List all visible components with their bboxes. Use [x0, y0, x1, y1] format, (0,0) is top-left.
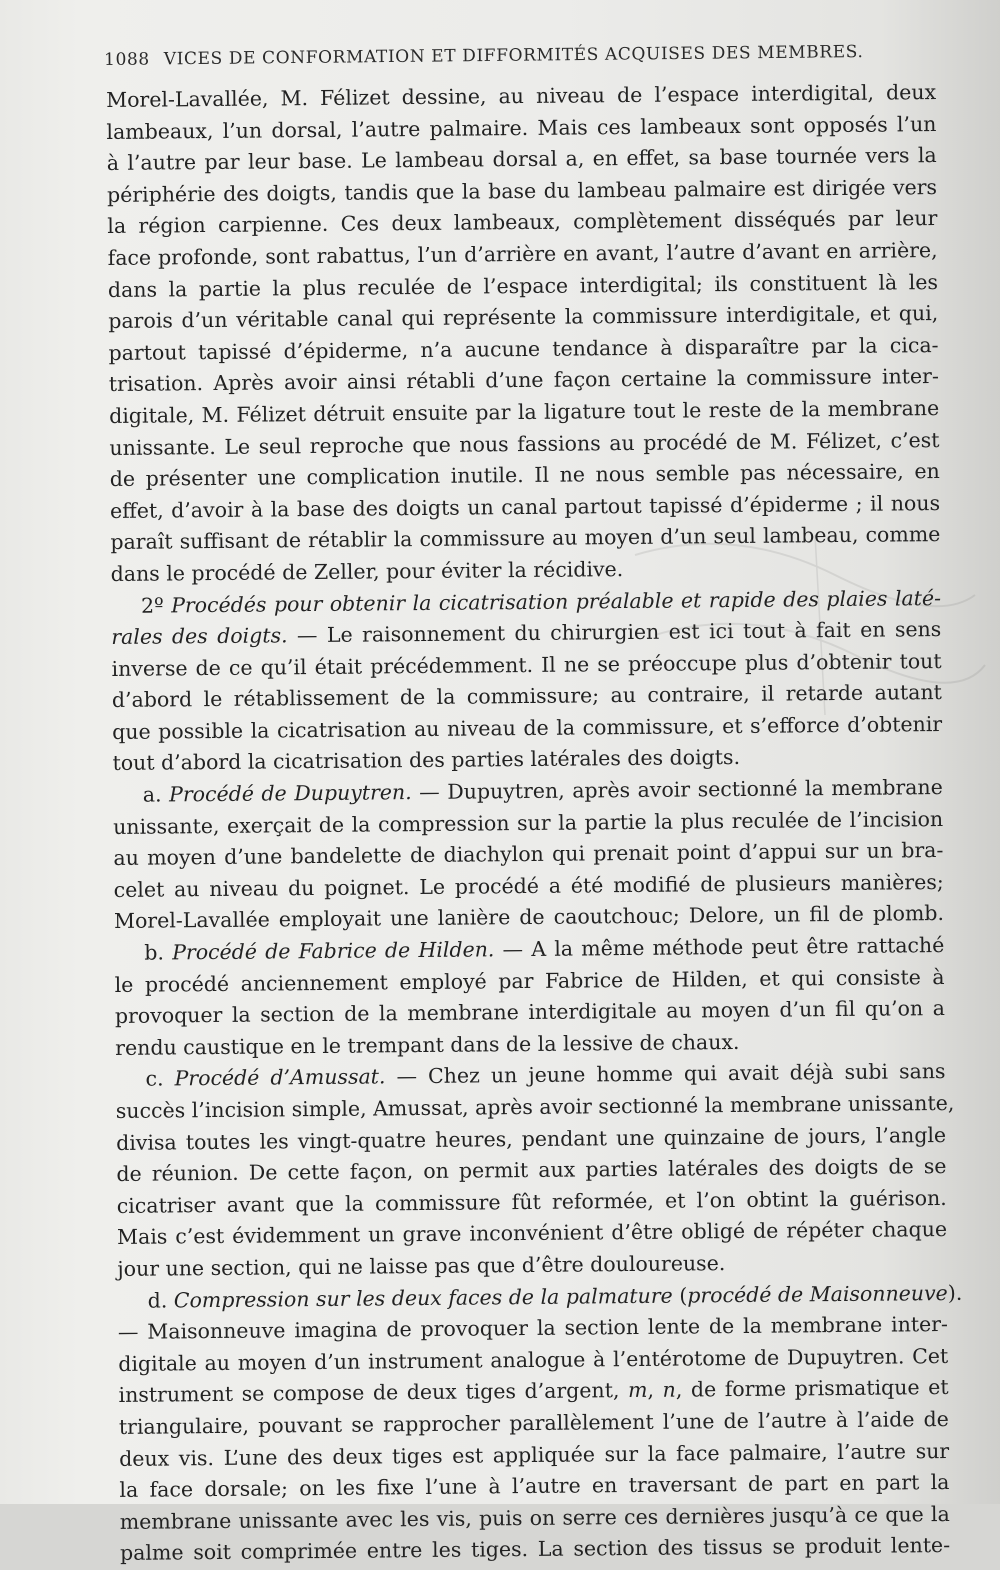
text-segment: parois d’un véritable canal qui représente la commissure interdigitale, et qui, [108, 301, 939, 334]
text-segment: cicatriser avant que la commissure fût reformée, et l’on obtint la guérison. [116, 1185, 947, 1218]
text-segment: d. [147, 1287, 174, 1313]
text-line [120, 1530, 950, 1570]
text-segment: unissante. Le seul reproche que nous fassions au procédé de M. Félizet, c’est [109, 427, 940, 460]
text-segment: rendu caustique en le trempant dans de la lessive de chaux. [115, 1029, 740, 1060]
text-segment: face profonde, sont rabattus, l’un d’arrière en avant, l’autre d’avant en arrière, [107, 237, 938, 270]
text-segment: dans la partie la plus reculée de l’espace interdigital; ils constituent là les [107, 269, 939, 302]
italic-text-segment: Compression sur les deux faces de la palmature [173, 1283, 673, 1312]
text-segment: digitale au moyen d’un instrument analogue à l’entérotome de Dupuytren. Cet [118, 1343, 949, 1376]
text-segment: périphérie des doigts, tandis que la base du lambeau palmaire est dirigée vers [106, 174, 938, 207]
text-segment: , [647, 1378, 663, 1403]
text-segment: — Chez un jeune homme qui avait déjà subi sans [385, 1059, 946, 1089]
text-segment: — A la même méthode peut être rattaché [494, 933, 945, 962]
text-segment: palme soit comprimée entre les tiges. La section des tissus se produit lente- [119, 1533, 951, 1566]
italic-text-segment: Procédé de Fabrice de Hilden. [172, 937, 495, 965]
text-segment: deux vis. L’une des deux tiges est appliquée sur la face palmaire, l’autre sur [119, 1438, 950, 1471]
italic-text-segment: Procédé de Dupuytren. [168, 780, 412, 807]
text-segment: que possible la cicatrisation au niveau de la commissure, et s’efforce d’obtenir [112, 711, 943, 744]
running-header [104, 41, 924, 70]
text-segment: effet, d’avoir à la base des doigts un canal partout tapissé d’épiderme ; il nous [109, 490, 941, 523]
text-segment: Morel-Lavallée employait une lanière de caoutchouc; Delore, un fil de plomb. [113, 901, 945, 934]
text-segment: succès l’incision simple, Amussat, après avoir sectionné la membrane unissante, [115, 1090, 955, 1123]
text-segment: — Le raisonnement du chirurgien est ici tout à fait en sens [287, 617, 942, 648]
text-segment: le procédé anciennement employé par Fabrice de Hilden, et qui consiste à [114, 964, 945, 997]
text-segment: c. [145, 1066, 175, 1092]
text-segment: — Dupuytren, après avoir sectionné la membrane [411, 775, 943, 805]
text-segment: Morel-Lavallée, M. Félizet dessine, au niveau de l’espace interdigital, deux [106, 80, 937, 112]
text-segment: — Maisonneuve imagina de provoquer la section lente de la membrane inter- [117, 1312, 949, 1345]
italic-text-segment: Procédés pour obtenir la cicatrisation préalable et rapide des plaies laté- [171, 585, 942, 617]
text-segment: trisation. Après avoir ainsi rétabli d’une façon certaine la commissure inter- [108, 364, 939, 397]
text-segment: tout d’abord la cicatrisation des parties latérales des doigts. [112, 745, 741, 776]
text-segment: celet au niveau du poignet. Le procédé a été modifié de plusieurs manières; [113, 869, 944, 902]
italic-text-segment: m [627, 1378, 648, 1403]
text-segment: jour une section, qui ne laisse pas que d’être douloureuse. [117, 1251, 726, 1281]
italic-text-segment: rales des doigts. [111, 623, 288, 650]
text-segment: ( [672, 1283, 688, 1308]
text-segment: provoquer la section de la membrane interdigitale au moyen d’un fil qu’on a [114, 996, 946, 1029]
text-segment: à l’autre par leur base. Le lambeau dorsal a, en effet, sa base tournée vers la [106, 143, 937, 176]
text-segment: 2º [140, 592, 172, 618]
text-segment: divisa toutes les vingt-quatre heures, pendant une quinzaine de jours, l’angle [116, 1122, 947, 1155]
page-number: 1088 [104, 49, 150, 70]
text-segment: ). [947, 1280, 963, 1305]
text-segment: b. [144, 940, 173, 965]
text-segment: lambeaux, l’un dorsal, l’autre palmaire. Mais ces lambeaux sont opposés l’un [106, 111, 937, 144]
text-segment: unissante, exerçait de la compression sur la partie la plus reculée de l’incision [113, 806, 944, 839]
text-segment: de présenter une complication inutile. Il ne nous semble pas nécessaire, en [109, 459, 940, 492]
text-segment: Mais c’est évidemment un grave inconvénient d’être obligé de répéter chaque [116, 1217, 948, 1250]
text-segment: paraît suffisant de rétablir la commissure au moyen d’un seul lambeau, comme [110, 522, 941, 555]
italic-text-segment: Procédé d’Amussat. [174, 1064, 386, 1091]
text-segment: inverse de ce qu’il était précédemment. Il ne se préoccupe plus d’obtenir tout [111, 648, 942, 681]
text-segment: partout tapissé d’épiderme, n’a aucune tendance à disparaître par la cica- [108, 332, 939, 365]
text-segment: instrument se compose de deux tiges d’argent, [118, 1378, 629, 1408]
text-segment: , de forme prismatique et [675, 1375, 949, 1402]
text-segment: la face dorsale; on les fixe l’une à l’autre en traversant de part en part la [119, 1470, 950, 1503]
text-segment: membrane unissante avec les vis, puis on serre ces dernières jusqu’à ce que la [119, 1501, 950, 1534]
italic-text-segment: n [662, 1377, 676, 1403]
running-title: VICES DE CONFORMATION ET DIFFORMITÉS ACQUISES DES MEMBRES. [163, 42, 864, 70]
body-text [106, 77, 963, 1570]
text-segment: au moyen d’une bandelette de diachylon qui prenait point d’appui sur un bra- [113, 838, 944, 871]
text-segment: a. [142, 782, 170, 807]
italic-text-segment: procédé de Maisonneuve [687, 1280, 948, 1308]
text-segment: d’abord le rétablissement de la commissure; au contraire, il retarde autant [111, 680, 942, 713]
text-segment: de réunion. De cette façon, on permit aux parties latérales des doigts de se [116, 1154, 947, 1187]
text-segment: triangulaire, pouvant se rapprocher parallèlement l’une de l’autre à l’aide de [118, 1406, 949, 1439]
text-segment: dans le procédé de Zeller, pour éviter la récidive. [110, 556, 624, 586]
text-segment: digitale, M. Félizet détruit ensuite par la ligature tout le reste de la membrane [109, 395, 940, 428]
text-segment: la région carpienne. Ces deux lambeaux, complètement disséqués par leur [107, 206, 938, 239]
